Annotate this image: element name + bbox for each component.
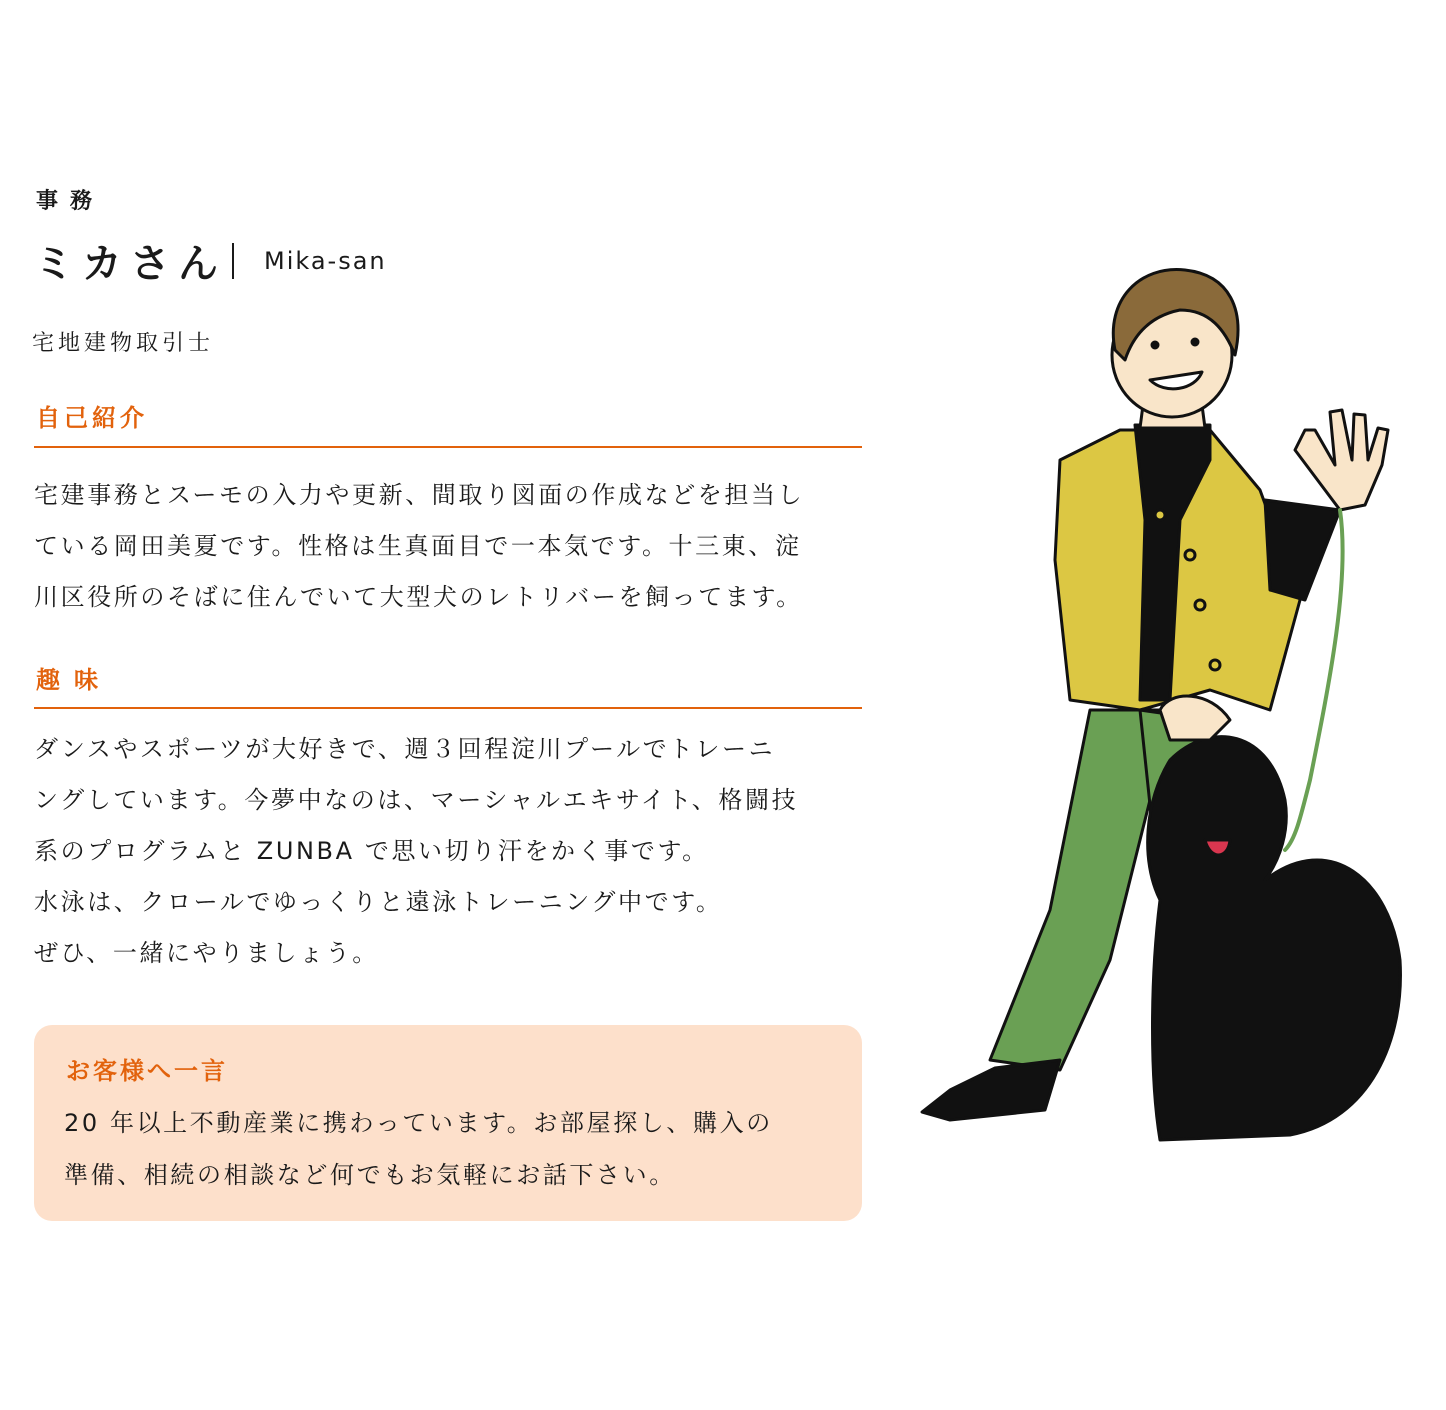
- intro-line: 宅建事務とスーモの入力や更新、間取り図面の作成などを担当し: [34, 481, 805, 509]
- intro-divider: [34, 446, 862, 448]
- hobby-line: 系のプログラムと ZUNBA で思い切り汗をかく事です。: [34, 837, 709, 865]
- name-divider: [232, 243, 234, 279]
- message-line: 20 年以上不動産業に携わっています。お部屋探し、購入の: [64, 1109, 773, 1137]
- intro-heading: 自己紹介: [36, 404, 148, 432]
- staff-name-romaji: Mika-san: [264, 246, 387, 275]
- hobby-heading: 趣味: [36, 666, 112, 694]
- jacket-button: [1185, 550, 1195, 560]
- hobby-line: ぜひ、一緒にやりましょう。: [34, 939, 379, 967]
- hobby-line: ングしています。今夢中なのは、マーシャルエキサイト、格闘技: [34, 786, 799, 814]
- intro-text: [34, 470, 874, 623]
- staff-name: ミカさん: [34, 241, 226, 287]
- left-eye: [1152, 342, 1158, 348]
- woman-with-dog-illustration: [910, 260, 1430, 1160]
- jacket-button: [1155, 510, 1165, 520]
- right-eye: [1192, 339, 1198, 345]
- intro-line: ている岡田美夏です。性格は生真面目で一本気です。十三東、淀: [34, 532, 802, 560]
- dog-body: [1148, 737, 1401, 1140]
- hand: [1295, 410, 1388, 510]
- license-label: 宅地建物取引士: [32, 331, 215, 356]
- hobby-text: [34, 724, 874, 979]
- jacket-button: [1210, 660, 1220, 670]
- message-text: [64, 1097, 773, 1201]
- name-row: [34, 232, 387, 289]
- intro-line: 川区役所のそばに住んでいて大型犬のレトリバーを飼ってます。: [34, 583, 803, 611]
- hobby-divider: [34, 707, 862, 709]
- hands-on-dog: [1160, 696, 1230, 740]
- department-label: 事務: [36, 189, 105, 214]
- hobby-line: ダンスやスポーツが大好きで、週３回程淀川プールでトレーニ: [34, 735, 776, 763]
- pants: [990, 710, 1160, 1070]
- jacket-button: [1195, 600, 1205, 610]
- message-line: 準備、相続の相談など何でもお気軽にお話下さい。: [64, 1161, 676, 1189]
- arm: [1265, 500, 1340, 600]
- shoe: [922, 1060, 1060, 1120]
- message-box: [34, 1025, 862, 1221]
- message-heading: お客様へ一言: [66, 1057, 228, 1085]
- hobby-line: 水泳は、クロールでゆっくりと遠泳トレーニング中です。: [34, 888, 723, 916]
